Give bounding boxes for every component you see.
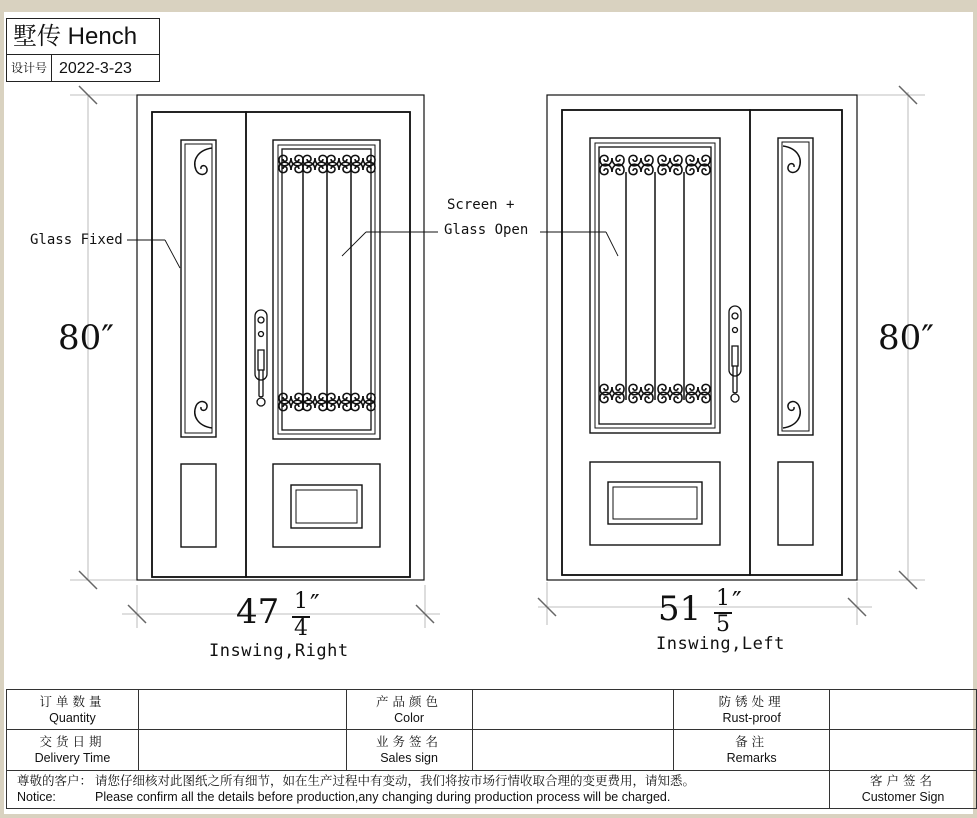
color-field[interactable] xyxy=(472,690,674,730)
right-swing-label: Inswing,Left xyxy=(656,634,785,654)
left-width-frac-num: 1 xyxy=(294,589,308,614)
rust-proof-field[interactable] xyxy=(830,690,977,730)
delivery-time-field[interactable] xyxy=(138,730,346,770)
color-label: 产品颜色 Color xyxy=(346,690,472,730)
sales-sign-label: 业务签名 Sales sign xyxy=(346,730,472,770)
right-width-unit: ″ xyxy=(732,587,742,617)
right-width-frac-num: 1 xyxy=(716,586,730,611)
quantity-label: 订单数量 Quantity xyxy=(7,690,139,730)
right-door-handle xyxy=(729,306,741,402)
screen-label: Screen + xyxy=(447,197,515,213)
brand-title: 墅传 Hench xyxy=(7,19,159,55)
customer-sign-field[interactable]: 客户签名 Customer Sign xyxy=(830,770,977,808)
remarks-label: 备注 Remarks xyxy=(674,730,830,770)
sales-sign-field[interactable] xyxy=(472,730,674,770)
rust-proof-label: 防锈处理 Rust-proof xyxy=(674,690,830,730)
left-width-frac-den: 4 xyxy=(294,616,308,641)
quantity-field[interactable] xyxy=(138,690,346,730)
right-width-frac-den: 5 xyxy=(716,612,730,637)
design-number-label: 设计号 xyxy=(7,55,52,82)
left-width-whole: 47 xyxy=(236,592,280,632)
left-width-unit: ″ xyxy=(310,590,320,620)
right-width-whole: 51 xyxy=(658,589,702,629)
remarks-field[interactable] xyxy=(830,730,977,770)
left-height-dimension: 80″ xyxy=(58,318,114,358)
glass-open-label: Glass Open xyxy=(444,222,529,238)
notice-text: 尊敬的客户： 请您仔细核对此图纸之所有细节，如在生产过程中有变动，我们将按市场行情收取合理的变更费用，请知悉。 Notice: Please confirm all the details before production,any changing during production process will be charged. xyxy=(7,770,830,808)
order-form xyxy=(6,689,977,809)
design-number-value: 2022-3-23 xyxy=(59,60,132,77)
glass-fixed-label: Glass Fixed xyxy=(30,232,123,248)
left-swing-label: Inswing,Right xyxy=(209,641,349,661)
delivery-time-label: 交货日期 Delivery Time xyxy=(7,730,139,770)
right-height-dimension: 80″ xyxy=(878,318,934,358)
left-door-handle xyxy=(255,310,267,406)
